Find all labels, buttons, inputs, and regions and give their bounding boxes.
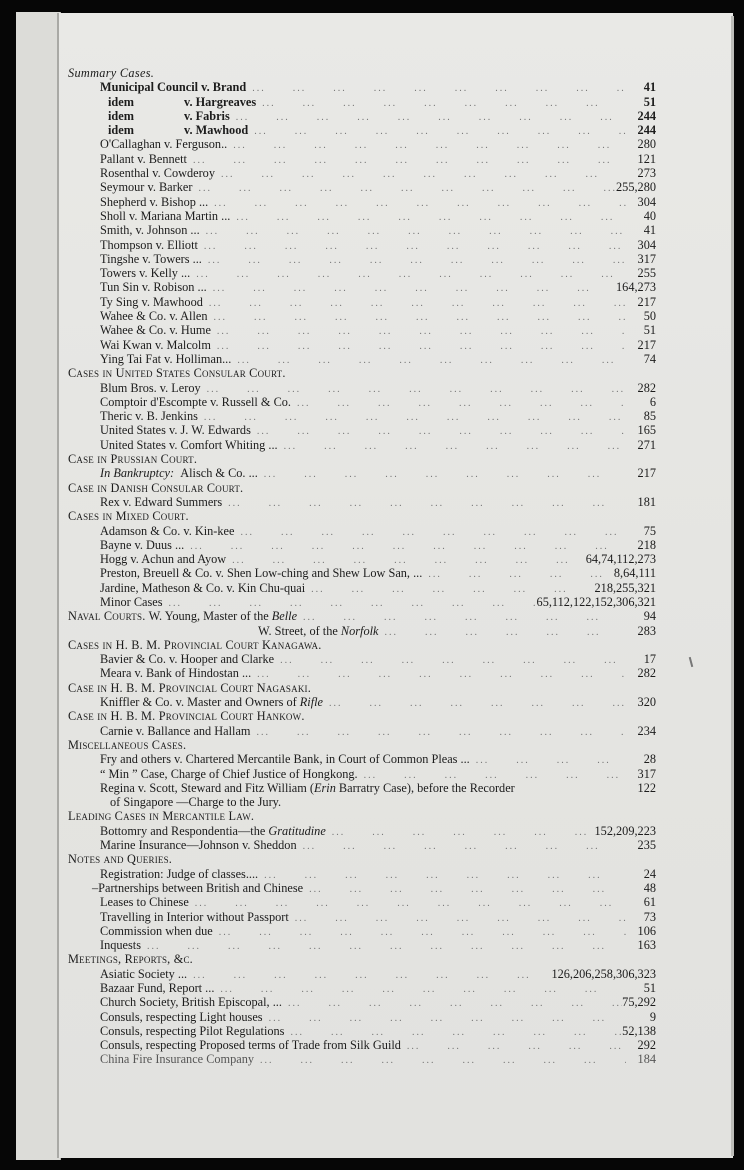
section-heading-us-consular-court: Cases in United States Consular Court.: [68, 366, 286, 381]
toc-entry: Naval Courts. W. Young, Master of the Belle ... 94: [68, 609, 656, 623]
toc-entry: Ying Tai Fat v. Holliman... ... 74: [68, 352, 656, 366]
toc-entry: Hogg v. Achun and Ayow ... 64,74,112,273: [68, 552, 656, 566]
toc-entry: Wahee & Co. v. Hume ... 51: [68, 323, 656, 337]
section-heading-mixed-court: Cases in Mixed Court.: [68, 509, 189, 524]
toc-entry: Rex v. Edward Summers ... 181: [68, 495, 656, 509]
section-heading-prussian-court: Case in Prussian Court.: [68, 452, 198, 467]
toc-entry: Meara v. Bank of Hindostan ... ... 282: [68, 666, 656, 680]
table-of-contents: [68, 66, 656, 1067]
toc-entry: Carnie v. Ballance and Hallam ... 234: [68, 724, 656, 738]
toc-entry: Registration: Judge of classes.... ... 24: [68, 867, 656, 881]
section-heading-hankow: Case in H. B. M. Provincial Court Hankow.: [68, 709, 305, 724]
toc-entry: “ Min ” Case, Charge of Chief Justice of Hongkong. ... 317: [68, 767, 656, 781]
toc-entry: Bottomry and Respondentia—the Gratitudine ... 152,209,223: [68, 824, 656, 838]
toc-entry: Bazaar Fund, Report ... ... 51: [68, 981, 656, 995]
toc-entry: Consuls, respecting Proposed terms of Trade from Silk Guild ... 292: [68, 1038, 656, 1052]
toc-entry: Church Society, British Episcopal, ... ... 75,292: [68, 995, 656, 1009]
toc-entry: Pallant v. Bennett ... 121: [68, 152, 656, 166]
toc-entry: Comptoir d'Escompte v. Russell & Co. ... 6: [68, 395, 656, 409]
toc-entry: Tun Sin v. Robison ... ... 164,273: [68, 280, 656, 294]
section-heading-miscellaneous-cases: Miscellaneous Cases.: [68, 737, 187, 752]
toc-entry: Jardine, Matheson & Co. v. Kin Chu-quai ... 218,255,321: [68, 581, 656, 595]
section-heading-kanagawa: Cases in H. B. M. Provincial Court Kanagawa.: [68, 637, 322, 652]
toc-entry: Commission when due ... 106: [68, 924, 656, 938]
toc-entry: Wahee & Co. v. Allen ... 50: [68, 309, 656, 323]
toc-entry: Fry and others v. Chartered Mercantile Bank, in Court of Common Pleas ... ... 28: [68, 752, 656, 766]
toc-entry-continuation: of Singapore —Charge to the Jury.: [110, 795, 282, 810]
section-heading-danish-consular-court: Case in Danish Consular Court.: [68, 480, 244, 495]
toc-entry: Preston, Breuell & Co. v. Shen Low-ching and Shew Low San, ... ... 8,64,111: [68, 566, 656, 580]
toc-entry: Regina v. Scott, Steward and Fitz William (Erin Barratry Case), before the Recorder 122: [100, 780, 656, 795]
toc-entry: idem v. Hargreaves ... 51: [68, 95, 656, 109]
toc-entry: Kniffler & Co. v. Master and Owners of Rifle ... 320: [68, 695, 656, 709]
toc-entry: United States v. Comfort Whiting ... ... 271: [68, 438, 656, 452]
toc-entry: Towers v. Kelly ... ... 255: [68, 266, 656, 280]
page-edge: [731, 16, 734, 1156]
toc-entry: Seymour v. Barker ... 255,280: [68, 180, 656, 194]
toc-entry: Theric v. B. Jenkins ... 85: [68, 409, 656, 423]
section-heading-notes-and-queries: Notes and Queries.: [68, 852, 173, 867]
section-heading-summary-cases: Summary Cases.: [68, 66, 155, 80]
toc-entry: Blum Bros. v. Leroy ... 282: [68, 381, 656, 395]
toc-entry: Bavier & Co. v. Hooper and Clarke ... 17: [68, 652, 656, 666]
section-heading-nagasaki: Case in H. B. M. Provincial Court Nagasaki.: [68, 680, 312, 695]
binding-strip: [16, 12, 61, 1160]
toc-entry: Bayne v. Duus ... ... 218: [68, 538, 656, 552]
toc-entry: Smith, v. Johnson ... ... 41: [68, 223, 656, 237]
section-heading-mercantile-law: Leading Cases in Mercantile Law.: [68, 809, 255, 824]
section-heading-meetings-reports: Meetings, Reports, &c.: [68, 952, 193, 967]
toc-entry: Minor Cases ... 65,112,122,152,306,321: [68, 595, 656, 609]
toc-entry: China Fire Insurance Company ... 184: [68, 1052, 656, 1066]
toc-entry: Tingshe v. Towers ... ... 317: [68, 252, 656, 266]
toc-entry: Wai Kwan v. Malcolm ... 217: [68, 338, 656, 352]
toc-entry: Adamson & Co. v. Kin-kee ... 75: [68, 524, 656, 538]
toc-entry: In Bankruptcy: Alisch & Co. ... ... 217: [68, 466, 656, 480]
toc-entry: Asiatic Society ... ... 126,206,258,306,323: [68, 967, 656, 981]
toc-entry: –Partnerships between British and Chinese ... 48: [68, 881, 656, 895]
toc-entry: Thompson v. Elliott ... 304: [68, 238, 656, 252]
toc-entry: Inquests ... 163: [68, 938, 656, 952]
toc-entry: idem v. Mawhood ... 244: [68, 123, 656, 137]
toc-entry: idem v. Fabris ... 244: [68, 109, 656, 123]
toc-entry: United States v. J. W. Edwards ... 165: [68, 423, 656, 437]
toc-entry: Consuls, respecting Light houses ... 9: [68, 1010, 656, 1024]
toc-entry: W. Street, of the Norfolk ... 283: [68, 624, 656, 638]
toc-entry: Shepherd v. Bishop ... ... 304: [68, 195, 656, 209]
toc-entry: Marine Insurance—Johnson v. Sheddon ... 235: [68, 838, 656, 852]
toc-entry: Ty Sing v. Mawhood ... 217: [68, 295, 656, 309]
toc-entry: Sholl v. Mariana Martin ... ... 40: [68, 209, 656, 223]
toc-entry: Rosenthal v. Cowderoy ... 273: [68, 166, 656, 180]
toc-entry: O'Callaghan v. Ferguson.. ... 280: [68, 137, 656, 151]
toc-entry: Municipal Council v. Brand ... 41: [68, 80, 656, 94]
section-heading-naval-courts: Naval Courts.: [68, 609, 146, 624]
toc-entry: Travelling in Interior without Passport ... 73: [68, 910, 656, 924]
toc-entry: Consuls, respecting Pilot Regulations ... 52,138: [68, 1024, 656, 1038]
toc-entry: Leases to Chinese ... 61: [68, 895, 656, 909]
